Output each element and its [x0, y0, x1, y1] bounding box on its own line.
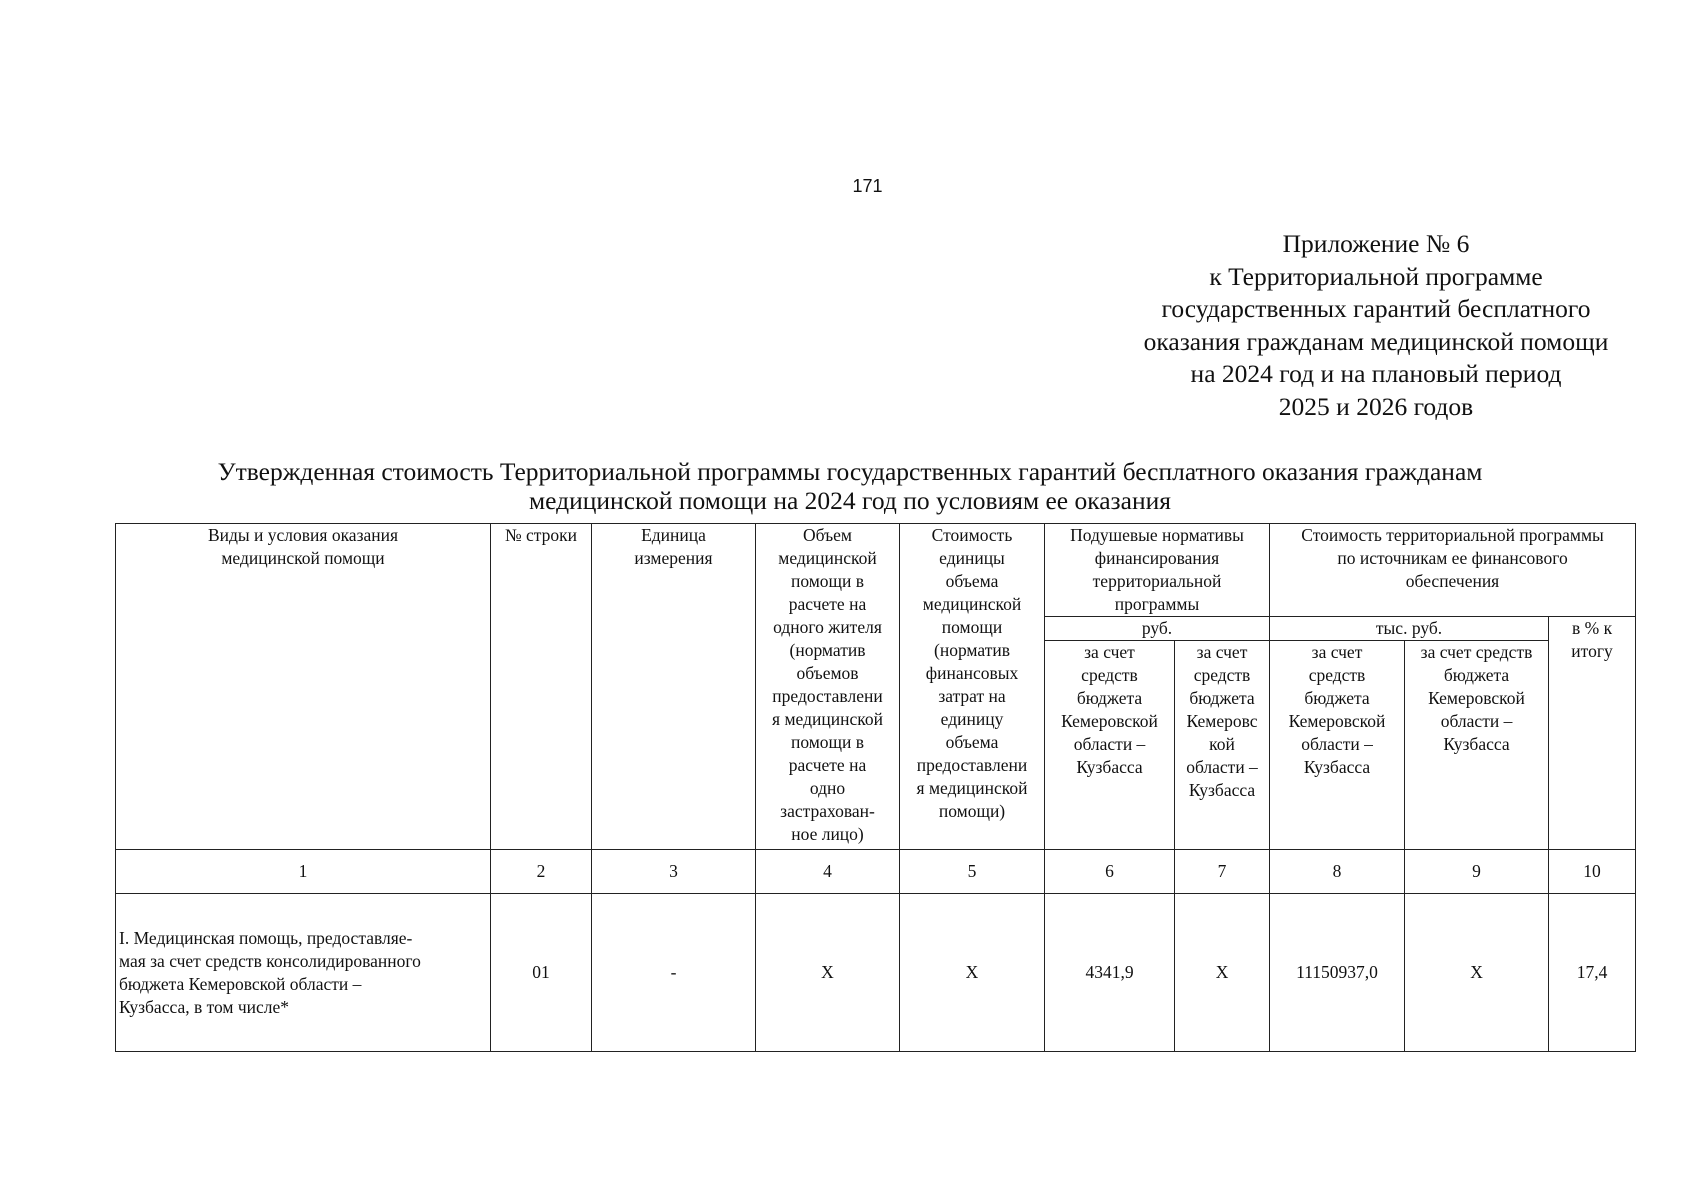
appendix-line: к Территориальной программе [1209, 261, 1543, 291]
header-thous-rub: тыс. руб. [1270, 617, 1549, 641]
appendix-heading [1076, 228, 1676, 423]
column-number: 6 [1045, 850, 1175, 894]
column-numbers-row [116, 850, 1636, 894]
table-row [116, 894, 1636, 1052]
header-row-top [116, 524, 1636, 617]
header-types: Виды и условия оказания медицинской помощи [116, 524, 491, 850]
row-name: I. Медицинская помощь, предоставляе- мая за счет средств консолидированного бюджета Кемеровской области – Кузбасса, в том числе* [116, 894, 491, 1052]
column-number: 3 [592, 850, 756, 894]
header-program-cost: Стоимость территориальной программы по источникам ее финансового обеспечения [1270, 524, 1636, 617]
column-number: 9 [1405, 850, 1549, 894]
column-number: 7 [1175, 850, 1270, 894]
header-volume: Объем медицинской помощи в расчете на одного жителя (норматив объемов предоставлени я медицинской помощи в расчете на одно застрахован- ное лицо) [756, 524, 900, 850]
row-volume: Х [756, 894, 900, 1052]
appendix-line: на 2024 год и на плановый период [1190, 359, 1562, 388]
column-number: 8 [1270, 850, 1405, 894]
row-percent: 17,4 [1549, 894, 1636, 1052]
page-number: 171 [852, 176, 883, 196]
row-number: 01 [491, 894, 592, 1052]
column-number: 1 [116, 850, 491, 894]
row-cost-other: Х [1405, 894, 1549, 1052]
appendix-line: оказания гражданам медицинской помощи [1143, 326, 1609, 356]
column-number: 2 [491, 850, 592, 894]
header-rub: руб. [1045, 617, 1270, 641]
row-per-capita-other: Х [1175, 894, 1270, 1052]
row-unit: - [592, 894, 756, 1052]
header-percent: в % к итогу [1549, 617, 1636, 850]
row-per-capita-regional: 4341,9 [1045, 894, 1175, 1052]
appendix-line: государственных гарантий бесплатного [1161, 294, 1591, 323]
header-col7: за счет средств бюджета Кемеровс кой области – Кузбасса [1175, 641, 1270, 850]
cost-table [115, 523, 1636, 1052]
column-number: 5 [900, 850, 1045, 894]
appendix-line: Приложение № 6 [1282, 229, 1470, 258]
header-col8: за счет средств бюджета Кемеровской области – Кузбасса [1270, 641, 1405, 850]
title-line: Утвержденная стоимость Территориальной программы государственных гарантий бесплатного оказания гражданам [217, 457, 1483, 486]
header-col6: за счет средств бюджета Кемеровской области – Кузбасса [1045, 641, 1175, 850]
header-unit-cost: Стоимость единицы объема медицинской помощи (норматив финансовых затрат на единицу объема предоставлени я медицинской помощи) [900, 524, 1045, 850]
row-cost-regional: 11150937,0 [1270, 894, 1405, 1052]
header-unit: Единица измерения [592, 524, 756, 850]
title-line: медицинской помощи на 2024 год по условиям ее оказания [529, 485, 1171, 515]
header-col9: за счет средств бюджета Кемеровской области – Кузбасса [1405, 641, 1549, 850]
appendix-line: 2025 и 2026 годов [1278, 391, 1474, 421]
column-number: 4 [756, 850, 900, 894]
document-title [100, 458, 1600, 515]
header-row-no: № строки [491, 524, 592, 850]
column-number: 10 [1549, 850, 1636, 894]
row-unit-cost: Х [900, 894, 1045, 1052]
header-per-capita: Подушевые нормативы финансирования территориальной программы [1045, 524, 1270, 617]
